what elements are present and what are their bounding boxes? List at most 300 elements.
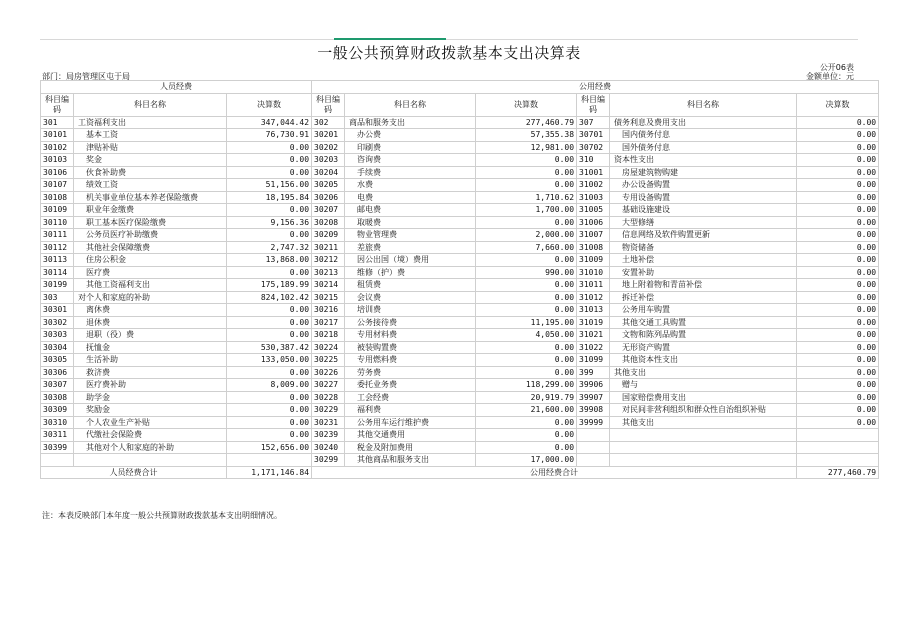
subject-name: 国内债务付息 <box>610 129 797 142</box>
amount: 0.00 <box>797 179 879 192</box>
amount: 0.00 <box>797 329 879 342</box>
amount: 0.00 <box>797 116 879 129</box>
amount: 0.00 <box>797 279 879 292</box>
subject-name: 代缴社会保险费 <box>74 429 227 442</box>
subject-name: 助学金 <box>74 391 227 404</box>
amount: 0.00 <box>476 354 577 367</box>
subject-code: 30299 <box>312 454 345 467</box>
subject-name: 奖励金 <box>74 404 227 417</box>
amount: 152,656.00 <box>227 441 312 454</box>
subject-name: 津贴补贴 <box>74 141 227 154</box>
table-row <box>41 366 879 379</box>
subject-code: 30311 <box>41 429 74 442</box>
subject-code: 30110 <box>41 216 74 229</box>
amount: 0.00 <box>476 291 577 304</box>
subject-name: 租赁费 <box>345 279 476 292</box>
subject-name: 维修（护）费 <box>345 266 476 279</box>
amount: 0.00 <box>797 254 879 267</box>
subject-name: 取暖费 <box>345 216 476 229</box>
subject-name: 会议费 <box>345 291 476 304</box>
amount: 0.00 <box>476 166 577 179</box>
subject-name: 绩效工资 <box>74 179 227 192</box>
subject-code <box>577 454 610 467</box>
subject-name: 职工基本医疗保险缴费 <box>74 216 227 229</box>
subject-code: 39999 <box>577 416 610 429</box>
subject-code: 31010 <box>577 266 610 279</box>
subject-code: 30303 <box>41 329 74 342</box>
subject-name: 专用设备购置 <box>610 191 797 204</box>
expenditure-table <box>40 80 879 479</box>
subject-code: 30201 <box>312 129 345 142</box>
subject-code: 399 <box>577 366 610 379</box>
col-name-1: 科目名称 <box>74 93 227 116</box>
subject-name: 大型修缮 <box>610 216 797 229</box>
col-code-3: 科目编码 <box>577 93 610 116</box>
subject-code: 30215 <box>312 291 345 304</box>
amount: 0.00 <box>476 441 577 454</box>
subject-code: 30240 <box>312 441 345 454</box>
footnote: 注：本表反映部门本年度一般公共预算财政拨款基本支出明细情况。 <box>42 511 282 520</box>
amount: 0.00 <box>797 154 879 167</box>
subject-code: 30101 <box>41 129 74 142</box>
subject-code: 39906 <box>577 379 610 392</box>
subject-code: 30208 <box>312 216 345 229</box>
sheet-top-border <box>40 39 858 40</box>
amount: 0.00 <box>476 154 577 167</box>
subject-name: 其他对个人和家庭的补助 <box>74 441 227 454</box>
table-row <box>41 291 879 304</box>
subject-name: 基础设施建设 <box>610 204 797 217</box>
subject-name: 手续费 <box>345 166 476 179</box>
subject-name: 抚恤金 <box>74 341 227 354</box>
amount: 1,700.00 <box>476 204 577 217</box>
amount: 0.00 <box>227 266 312 279</box>
subject-code: 30702 <box>577 141 610 154</box>
col-code-1: 科目编码 <box>41 93 74 116</box>
subject-code: 307 <box>577 116 610 129</box>
subject-name: 地上附着物和青苗补偿 <box>610 279 797 292</box>
subject-name: 安置补助 <box>610 266 797 279</box>
table-row <box>41 304 879 317</box>
selected-cell-indicator <box>334 38 446 40</box>
table-row <box>41 204 879 217</box>
subject-name: 其他工资福利支出 <box>74 279 227 292</box>
subject-name <box>610 429 797 442</box>
subject-name: 信息网络及软件购置更新 <box>610 229 797 242</box>
subject-code: 30217 <box>312 316 345 329</box>
table-row <box>41 216 879 229</box>
amount: 9,156.36 <box>227 216 312 229</box>
amount: 0.00 <box>797 404 879 417</box>
table-row <box>41 316 879 329</box>
amount: 0.00 <box>227 204 312 217</box>
amount: 0.00 <box>797 416 879 429</box>
form-number: 公开06表 <box>819 63 854 72</box>
subject-name: 拆迁补偿 <box>610 291 797 304</box>
amount: 0.00 <box>797 191 879 204</box>
subject-code: 30199 <box>41 279 74 292</box>
subject-code: 301 <box>41 116 74 129</box>
subject-code: 30308 <box>41 391 74 404</box>
subject-code: 30111 <box>41 229 74 242</box>
amount: 2,000.00 <box>476 229 577 242</box>
amount: 0.00 <box>227 229 312 242</box>
amount: 0.00 <box>797 241 879 254</box>
table-row <box>41 441 879 454</box>
subject-code: 30108 <box>41 191 74 204</box>
subject-code: 31007 <box>577 229 610 242</box>
amount: 0.00 <box>476 179 577 192</box>
subject-name: 邮电费 <box>345 204 476 217</box>
subject-code: 30226 <box>312 366 345 379</box>
subject-code: 31011 <box>577 279 610 292</box>
table-row <box>41 191 879 204</box>
table-row <box>41 166 879 179</box>
subject-name: 水费 <box>345 179 476 192</box>
subject-name: 个人农业生产补贴 <box>74 416 227 429</box>
subject-code: 30205 <box>312 179 345 192</box>
subject-code: 30229 <box>312 404 345 417</box>
total-public-label: 公用经费合计 <box>312 466 797 479</box>
subject-name: 差旅费 <box>345 241 476 254</box>
subject-name: 住房公积金 <box>74 254 227 267</box>
subject-name: 办公设备购置 <box>610 179 797 192</box>
subject-name: 培训费 <box>345 304 476 317</box>
amount: 0.00 <box>797 366 879 379</box>
table-row <box>41 391 879 404</box>
amount: 1,710.62 <box>476 191 577 204</box>
subject-code: 30225 <box>312 354 345 367</box>
amount: 0.00 <box>797 391 879 404</box>
subject-name: 工资福利支出 <box>74 116 227 129</box>
subject-name: 其他支出 <box>610 366 797 379</box>
subject-name: 医疗费 <box>74 266 227 279</box>
subject-name: 国外债务付息 <box>610 141 797 154</box>
table-row <box>41 379 879 392</box>
subject-name <box>610 441 797 454</box>
col-amount-1: 决算数 <box>227 93 312 116</box>
subject-name: 对个人和家庭的补助 <box>74 291 227 304</box>
table-row <box>41 154 879 167</box>
amount: 990.00 <box>476 266 577 279</box>
table-row <box>41 429 879 442</box>
amount: 277,460.79 <box>476 116 577 129</box>
amount: 0.00 <box>797 216 879 229</box>
col-amount-3: 决算数 <box>797 93 879 116</box>
subject-name: 办公费 <box>345 129 476 142</box>
amount: 0.00 <box>476 304 577 317</box>
subject-name: 其他资本性支出 <box>610 354 797 367</box>
subject-code: 30106 <box>41 166 74 179</box>
amount: 0.00 <box>797 304 879 317</box>
subject-code: 30231 <box>312 416 345 429</box>
subject-name: 其他社会保障缴费 <box>74 241 227 254</box>
table-row <box>41 454 879 467</box>
amount: 12,981.00 <box>476 141 577 154</box>
subject-code: 30310 <box>41 416 74 429</box>
subject-name: 国家赔偿费用支出 <box>610 391 797 404</box>
amount: 0.00 <box>797 204 879 217</box>
table-title: 一般公共预算财政拨款基本支出决算表 <box>317 44 581 62</box>
amount: 2,747.32 <box>227 241 312 254</box>
subject-code: 30204 <box>312 166 345 179</box>
amount: 8,009.00 <box>227 379 312 392</box>
subject-name: 房屋建筑物购建 <box>610 166 797 179</box>
subject-code: 30227 <box>312 379 345 392</box>
subject-name: 基本工资 <box>74 129 227 142</box>
subject-code: 30399 <box>41 441 74 454</box>
amount: 0.00 <box>227 329 312 342</box>
amount: 0.00 <box>476 254 577 267</box>
subject-code: 30206 <box>312 191 345 204</box>
amount: 0.00 <box>227 366 312 379</box>
subject-name: 其他交通工具购置 <box>610 316 797 329</box>
amount: 0.00 <box>476 366 577 379</box>
subject-name: 物资储备 <box>610 241 797 254</box>
subject-code: 30218 <box>312 329 345 342</box>
total-personnel-value: 1,171,146.84 <box>227 466 312 479</box>
subject-code: 30224 <box>312 341 345 354</box>
subject-name: 其他交通费用 <box>345 429 476 442</box>
subject-code: 30306 <box>41 366 74 379</box>
subject-code: 30304 <box>41 341 74 354</box>
amount: 0.00 <box>227 304 312 317</box>
subject-code: 30228 <box>312 391 345 404</box>
table-row <box>41 329 879 342</box>
amount: 51,156.00 <box>227 179 312 192</box>
subject-code: 31006 <box>577 216 610 229</box>
subject-name: 医疗费补助 <box>74 379 227 392</box>
amount: 76,730.91 <box>227 129 312 142</box>
subject-name: 生活补助 <box>74 354 227 367</box>
subject-name: 公务用车运行维护费 <box>345 416 476 429</box>
amount: 17,000.00 <box>476 454 577 467</box>
subject-code: 30309 <box>41 404 74 417</box>
subject-name: 印刷费 <box>345 141 476 154</box>
subject-name <box>74 454 227 467</box>
amount: 0.00 <box>476 216 577 229</box>
amount: 118,299.00 <box>476 379 577 392</box>
subject-name: 专用燃料费 <box>345 354 476 367</box>
subject-code: 30113 <box>41 254 74 267</box>
subject-code: 30114 <box>41 266 74 279</box>
amount: 7,660.00 <box>476 241 577 254</box>
table-row <box>41 241 879 254</box>
amount: 0.00 <box>227 141 312 154</box>
amount: 347,044.42 <box>227 116 312 129</box>
amount: 0.00 <box>797 341 879 354</box>
subject-code: 31009 <box>577 254 610 267</box>
amount: 133,050.00 <box>227 354 312 367</box>
subject-code: 30239 <box>312 429 345 442</box>
amount: 0.00 <box>476 416 577 429</box>
table-row <box>41 279 879 292</box>
amount: 175,189.99 <box>227 279 312 292</box>
amount: 0.00 <box>227 429 312 442</box>
subject-name: 因公出国（境）费用 <box>345 254 476 267</box>
subject-name: 其他商品和服务支出 <box>345 454 476 467</box>
subject-code: 30701 <box>577 129 610 142</box>
amount: 21,600.00 <box>476 404 577 417</box>
subject-code: 30214 <box>312 279 345 292</box>
amount: 4,050.00 <box>476 329 577 342</box>
subject-name: 赠与 <box>610 379 797 392</box>
subject-code: 30209 <box>312 229 345 242</box>
subject-name: 救济费 <box>74 366 227 379</box>
table-row <box>41 266 879 279</box>
subject-name: 对民间非营利组织和群众性自治组织补贴 <box>610 404 797 417</box>
subject-code: 31008 <box>577 241 610 254</box>
col-amount-2: 决算数 <box>476 93 577 116</box>
subject-code: 30107 <box>41 179 74 192</box>
col-name-2: 科目名称 <box>345 93 476 116</box>
subject-code <box>577 429 610 442</box>
subject-code: 303 <box>41 291 74 304</box>
subject-code: 31019 <box>577 316 610 329</box>
amount <box>797 441 879 454</box>
subject-code: 31005 <box>577 204 610 217</box>
subject-name: 离休费 <box>74 304 227 317</box>
section-header-row <box>41 81 879 94</box>
subject-code: 30305 <box>41 354 74 367</box>
amount: 0.00 <box>797 229 879 242</box>
subject-code: 30103 <box>41 154 74 167</box>
amount: 824,102.42 <box>227 291 312 304</box>
table-row <box>41 404 879 417</box>
department-label: 部门：局房管理区屯于局 <box>42 72 130 81</box>
subject-code <box>577 441 610 454</box>
subject-name: 工会经费 <box>345 391 476 404</box>
amount: 0.00 <box>227 166 312 179</box>
subject-name: 福利费 <box>345 404 476 417</box>
subject-code: 30203 <box>312 154 345 167</box>
totals-row <box>41 466 879 479</box>
amount: 0.00 <box>476 429 577 442</box>
amount <box>797 454 879 467</box>
subject-name: 机关事业单位基本养老保险缴费 <box>74 191 227 204</box>
table-row <box>41 116 879 129</box>
table-row <box>41 354 879 367</box>
subject-name: 公务员医疗补助缴费 <box>74 229 227 242</box>
subject-code: 30211 <box>312 241 345 254</box>
amount: 0.00 <box>227 404 312 417</box>
amount: 0.00 <box>797 166 879 179</box>
subject-code: 31013 <box>577 304 610 317</box>
total-public-value: 277,460.79 <box>797 466 879 479</box>
amount: 0.00 <box>476 279 577 292</box>
amount: 530,387.42 <box>227 341 312 354</box>
amount: 0.00 <box>797 379 879 392</box>
unit-label: 金额单位：元 <box>806 72 854 81</box>
table-row <box>41 254 879 267</box>
amount <box>227 454 312 467</box>
subject-code: 30301 <box>41 304 74 317</box>
subject-name: 其他支出 <box>610 416 797 429</box>
subject-name: 退职（役）费 <box>74 329 227 342</box>
subject-name: 公务用车购置 <box>610 304 797 317</box>
subject-name: 奖金 <box>74 154 227 167</box>
col-name-3: 科目名称 <box>610 93 797 116</box>
table-row <box>41 229 879 242</box>
amount: 57,355.38 <box>476 129 577 142</box>
subject-name: 物业管理费 <box>345 229 476 242</box>
subject-code: 30216 <box>312 304 345 317</box>
subject-name: 劳务费 <box>345 366 476 379</box>
amount: 0.00 <box>476 341 577 354</box>
subject-code: 31099 <box>577 354 610 367</box>
subject-name: 专用材料费 <box>345 329 476 342</box>
table-row <box>41 416 879 429</box>
section-personnel: 人员经费 <box>41 81 312 94</box>
subject-code: 30307 <box>41 379 74 392</box>
subject-name: 税金及附加费用 <box>345 441 476 454</box>
subject-name: 被装购置费 <box>345 341 476 354</box>
amount: 20,919.79 <box>476 391 577 404</box>
subject-code: 30207 <box>312 204 345 217</box>
subject-name: 职业年金缴费 <box>74 204 227 217</box>
subject-code: 30213 <box>312 266 345 279</box>
amount: 0.00 <box>227 416 312 429</box>
subject-code: 31021 <box>577 329 610 342</box>
subject-code: 30212 <box>312 254 345 267</box>
table-row <box>41 179 879 192</box>
subject-name: 无形资产购置 <box>610 341 797 354</box>
subject-name: 伙食补助费 <box>74 166 227 179</box>
column-header-row <box>41 93 879 116</box>
subject-code: 30302 <box>41 316 74 329</box>
table-row <box>41 141 879 154</box>
amount: 11,195.00 <box>476 316 577 329</box>
subject-code: 31012 <box>577 291 610 304</box>
amount: 0.00 <box>797 266 879 279</box>
subject-code: 30109 <box>41 204 74 217</box>
subject-name: 退休费 <box>74 316 227 329</box>
subject-code: 39907 <box>577 391 610 404</box>
subject-code: 310 <box>577 154 610 167</box>
subject-name: 电费 <box>345 191 476 204</box>
subject-name: 委托业务费 <box>345 379 476 392</box>
amount: 0.00 <box>797 291 879 304</box>
subject-code <box>41 454 74 467</box>
subject-code: 30202 <box>312 141 345 154</box>
subject-name: 公务接待费 <box>345 316 476 329</box>
subject-code: 31022 <box>577 341 610 354</box>
subject-name: 债务利息及费用支出 <box>610 116 797 129</box>
subject-code: 30112 <box>41 241 74 254</box>
subject-name: 文物和陈列品购置 <box>610 329 797 342</box>
subject-code: 31003 <box>577 191 610 204</box>
subject-name: 资本性支出 <box>610 154 797 167</box>
amount: 0.00 <box>227 154 312 167</box>
amount <box>797 429 879 442</box>
col-code-2: 科目编码 <box>312 93 345 116</box>
amount: 0.00 <box>227 391 312 404</box>
amount: 0.00 <box>797 129 879 142</box>
subject-name <box>610 454 797 467</box>
amount: 18,195.84 <box>227 191 312 204</box>
subject-name: 咨询费 <box>345 154 476 167</box>
amount: 0.00 <box>797 354 879 367</box>
subject-code: 39908 <box>577 404 610 417</box>
amount: 13,868.00 <box>227 254 312 267</box>
section-public: 公用经费 <box>312 81 879 94</box>
subject-code: 31001 <box>577 166 610 179</box>
subject-code: 302 <box>312 116 345 129</box>
table-row <box>41 341 879 354</box>
subject-name: 商品和服务支出 <box>345 116 476 129</box>
subject-code: 31002 <box>577 179 610 192</box>
amount: 0.00 <box>797 141 879 154</box>
